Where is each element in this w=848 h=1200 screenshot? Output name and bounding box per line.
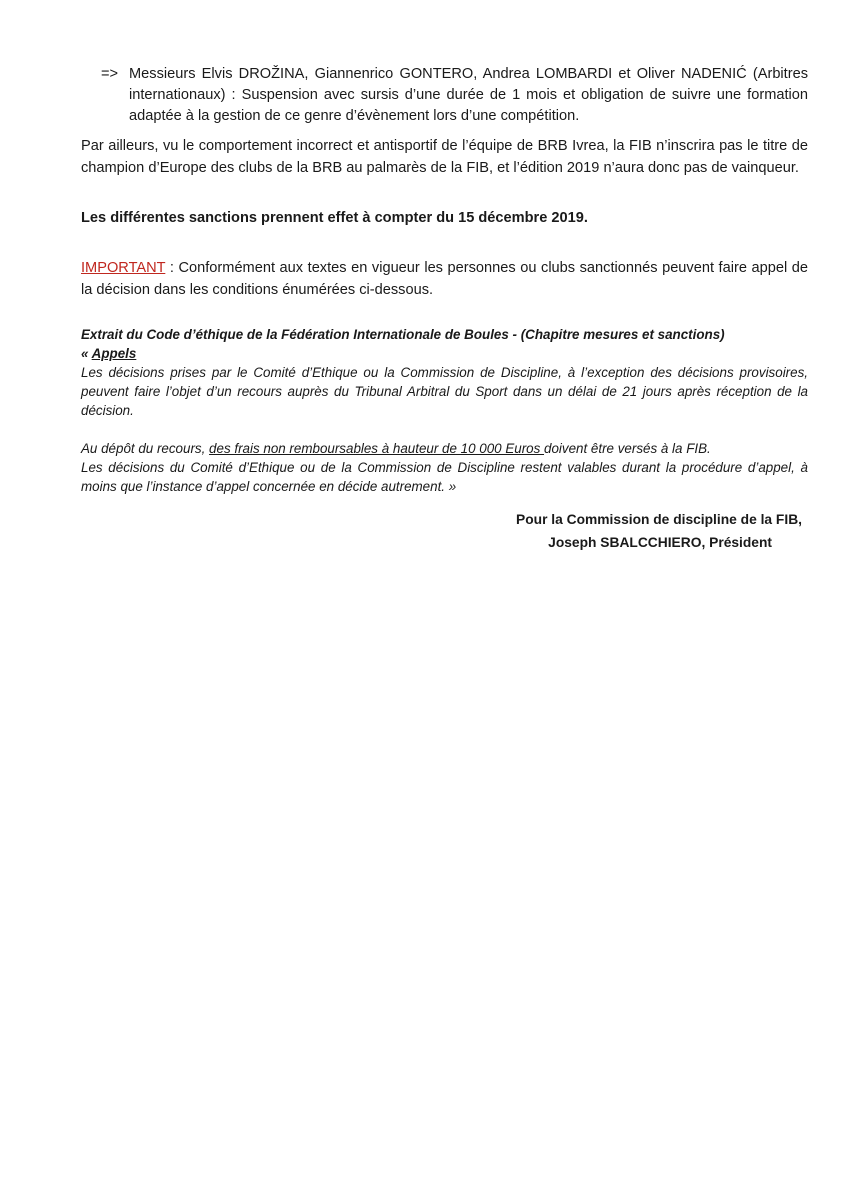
paragraph-ailleurs: Par ailleurs, vu le comportement incorrect et antisportif de l’équipe de BRB Ivrea, la FIB n’inscrira pas le titre de champion d’Europe des clubs de la BRB au palmarès de la FIB, et l’édition 2019 n’aura donc pas de vainqueur. bbox=[81, 138, 808, 176]
signature-block bbox=[81, 508, 808, 554]
extract-paragraph-validity: Les décisions du Comité d’Ethique ou de la Commission de Discipline restent valables durant la procédure d’appel, à moins que l’instance d’appel concernée en décide autrement. » bbox=[81, 460, 808, 494]
ethics-code-extract bbox=[81, 325, 808, 496]
sanction-bullet bbox=[81, 64, 808, 127]
extract-title: Extrait du Code d’éthique de la Fédération Internationale de Boules - (Chapitre mesures et sanctions) bbox=[81, 327, 725, 342]
signature-commission: Pour la Commission de discipline de la FIB, bbox=[516, 512, 802, 527]
extract-heading-line bbox=[81, 344, 808, 363]
important-text: : Conformément aux textes en vigueur les personnes ou clubs sanctionnés peuvent faire appel de la décision dans les conditions énumérées ci-dessous. bbox=[81, 260, 808, 298]
sanction-referees-text: Messieurs Elvis DROŽINA, Giannenrico GONTERO, Andrea LOMBARDI et Oliver NADENIĆ (Arbitres internationaux) : Suspension avec sursis d’une durée de 1 mois et obligation de suivre une formation adaptée à la gestion de ce genre d’évènement lors d’une compétition. bbox=[129, 66, 808, 124]
document-page bbox=[81, 64, 808, 554]
extract-heading: Appels bbox=[91, 346, 137, 361]
fees-prefix: Au dépôt du recours, bbox=[81, 441, 210, 456]
signature-president: Joseph SBALCCHIERO, Président bbox=[548, 535, 772, 550]
fees-suffix: doivent être versés à la FIB. bbox=[544, 441, 711, 456]
extract-paragraph-fees bbox=[81, 439, 808, 458]
extract-spacer bbox=[81, 420, 808, 439]
effective-date-statement: Les différentes sanctions prennent effet à compter du 15 décembre 2019. bbox=[81, 210, 588, 226]
important-label: IMPORTANT bbox=[81, 260, 166, 276]
extract-paragraph-decisions: Les décisions prises par le Comité d’Ethique ou la Commission de Discipline, à l’exception des décisions provisoires, peuvent faire l’objet d’un recours auprès du Tribunal Arbitral du Sport dans un délai de 21 jours après réception de la décision. bbox=[81, 365, 808, 418]
fees-amount-underlined: des frais non remboursables à hauteur de 10 000 Euros bbox=[209, 441, 545, 456]
important-notice bbox=[81, 257, 808, 301]
bullet-arrow: => bbox=[101, 66, 119, 82]
opening-guillemet: « bbox=[81, 346, 92, 361]
